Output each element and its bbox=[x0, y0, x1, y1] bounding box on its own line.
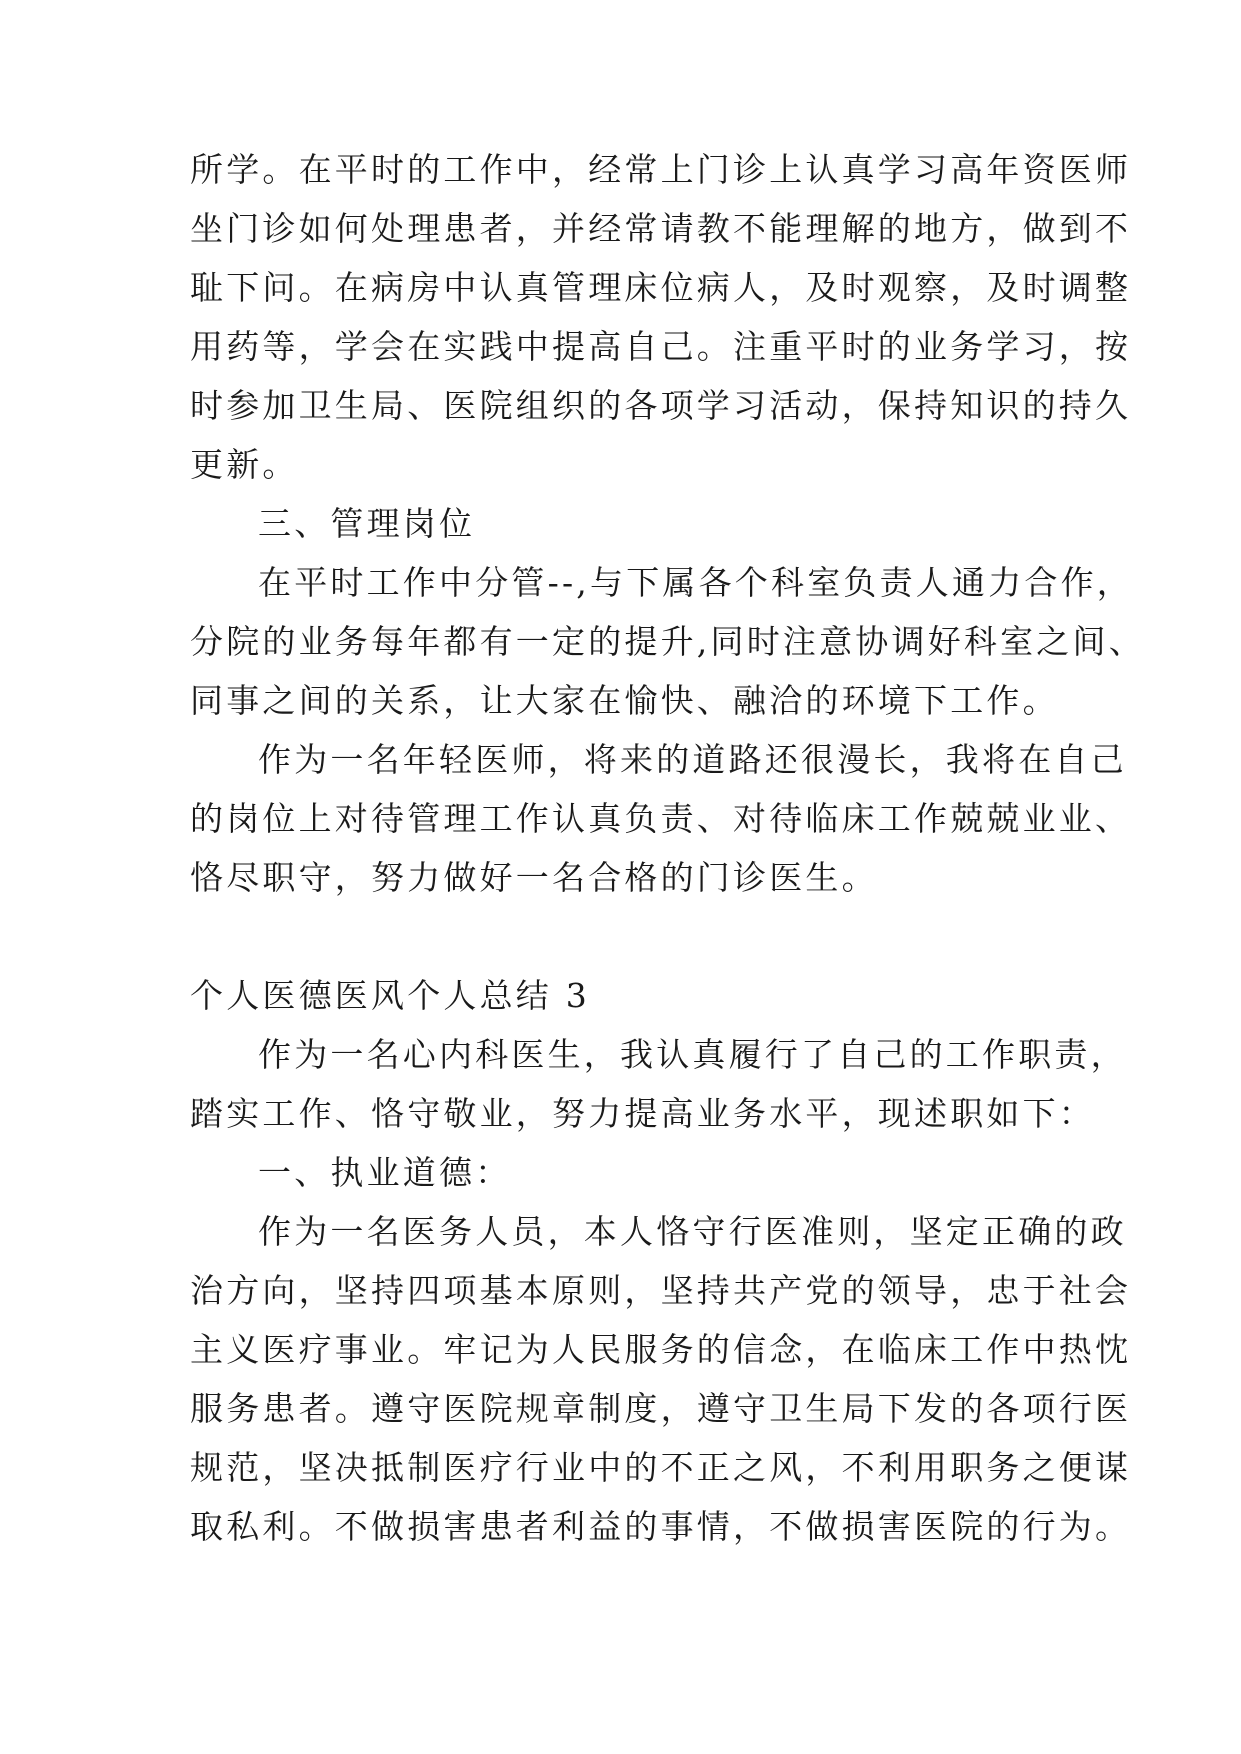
text-line: 作为一名心内科医生，我认真履行了自己的工作职责， bbox=[258, 1035, 1127, 1074]
text-line: 踏实工作、恪守敬业，努力提高业务水平，现述职如下： bbox=[190, 1094, 1095, 1133]
text-line: 主义医疗事业。牢记为人民服务的信念，在临床工作中热忱 bbox=[190, 1330, 1132, 1369]
text-line: 治方向，坚持四项基本原则，坚持共产党的领导，忠于社会 bbox=[190, 1271, 1132, 1310]
text-line: 取私利。不做损害患者利益的事情，不做损害医院的行为。 bbox=[190, 1507, 1132, 1546]
text-line: 更新。 bbox=[190, 445, 299, 484]
text-line: 服务患者。遵守医院规章制度，遵守卫生局下发的各项行医 bbox=[190, 1389, 1132, 1428]
text-line: 恪尽职守，努力做好一名合格的门诊医生。 bbox=[190, 858, 878, 897]
text-line: 耻下问。在病房中认真管理床位病人，及时观察，及时调整 bbox=[190, 268, 1132, 307]
text-line: 作为一名年轻医师，将来的道路还很漫长，我将在自己 bbox=[258, 740, 1127, 779]
section-heading: 一、执业道德： bbox=[258, 1153, 512, 1192]
text-line: 分院的业务每年都有一定的提升,同时注意协调好科室之间、 bbox=[190, 622, 1145, 661]
text-line: 在平时工作中分管--,与下属各个科室负责人通力合作， bbox=[258, 563, 1133, 602]
text-line: 用药等，学会在实践中提高自己。注重平时的业务学习，按 bbox=[190, 327, 1132, 366]
text-line: 作为一名医务人员，本人恪守行医准则，坚定正确的政 bbox=[258, 1212, 1127, 1251]
text-line: 同事之间的关系，让大家在愉快、融洽的环境下工作。 bbox=[190, 681, 1059, 720]
text-line: 坐门诊如何处理患者，并经常请教不能理解的地方，做到不 bbox=[190, 209, 1132, 248]
text-line: 时参加卫生局、医院组织的各项学习活动，保持知识的持久 bbox=[190, 386, 1132, 425]
section-heading: 三、管理岗位 bbox=[258, 504, 476, 543]
document-title: 个人医德医风个人总结 3 bbox=[190, 976, 590, 1015]
text-line: 规范，坚决抵制医疗行业中的不正之风，不利用职务之便谋 bbox=[190, 1448, 1132, 1487]
text-line: 所学。在平时的工作中，经常上门诊上认真学习高年资医师 bbox=[190, 150, 1132, 189]
text-line: 的岗位上对待管理工作认真负责、对待临床工作兢兢业业、 bbox=[190, 799, 1132, 838]
